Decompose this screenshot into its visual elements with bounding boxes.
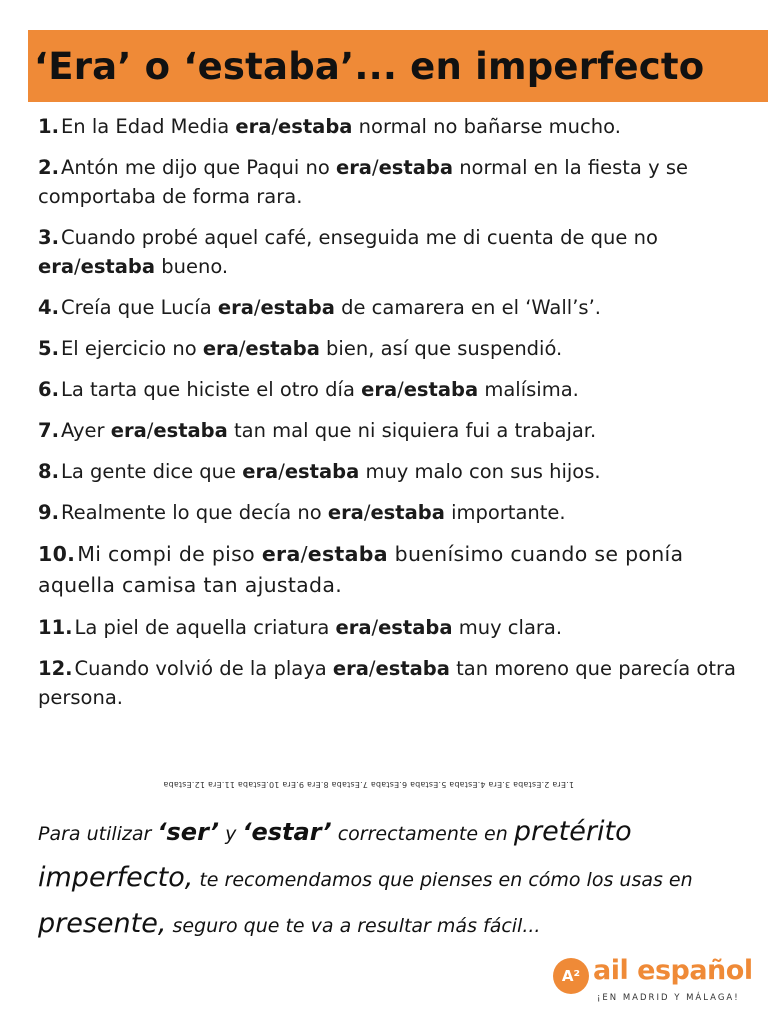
option-estaba: estaba [80,255,156,278]
option-separator: / [300,542,308,566]
answer-key: 1.Era 2.Estaba 3.Era 4.Estaba 5.Estaba 6.Estaba 7.Estaba 8.Era 9.Era 10.Estaba 11.Era 12.Estaba [163,780,574,789]
logo-name: ail español [593,955,753,986]
exercise-item [38,293,766,322]
item-text-before: La piel de aquella criatura [74,616,336,639]
item-text-after: normal no bañarse mucho. [352,115,621,138]
exercise-list [38,112,766,724]
item-text-before: La gente dice que [60,460,243,483]
option-era: era [327,501,364,524]
item-number: 11. [38,616,73,639]
item-number: 5. [38,337,59,360]
option-separator: / [278,460,285,483]
item-text-before: Cuando probé aquel café, enseguida me di cuenta de que no [60,226,658,249]
tip-note [38,810,738,948]
logo-tagline: ¡EN MADRID Y MÁLAGA! [597,993,740,1003]
item-number: 7. [38,419,59,442]
tip-tense: pretérito imperfecto, [38,816,632,893]
item-text-after: bueno. [155,255,229,278]
option-estaba: estaba [153,419,228,442]
exercise-item [38,223,766,281]
option-separator: / [368,657,376,680]
option-estaba: estaba [378,156,453,179]
tip-present: presente, [38,908,167,939]
option-estaba: estaba [260,296,335,319]
item-number: 1. [38,115,59,138]
item-text-before: Mi compi de piso [77,542,262,566]
option-separator: / [146,419,154,442]
tip-ser: ‘ser’ [157,818,220,846]
exercise-item [38,416,766,445]
exercise-item [38,654,766,712]
option-separator: / [363,501,371,524]
item-text-before: La tarta que hiciste el otro día [60,378,362,401]
option-era: era [335,156,372,179]
option-estaba: estaba [278,115,353,138]
exercise-item [38,153,766,211]
option-separator: / [371,156,379,179]
tip-estar: ‘estar’ [242,818,332,846]
option-era: era [235,115,272,138]
item-number: 12. [38,657,73,680]
option-era: era [242,460,279,483]
option-estaba: estaba [403,378,479,401]
exercise-item [38,613,766,642]
tip-text: seguro que te va a resultar más fácil... [166,915,541,937]
item-text-before: Antón me dijo que Paqui no [60,156,336,179]
option-era: era [332,657,369,680]
item-text-after: muy malo con sus hijos. [359,460,601,483]
option-separator: / [397,378,404,401]
item-text-before: Cuando volvió de la playa [74,657,333,680]
option-estaba: estaba [307,542,388,566]
brand-logo [553,955,753,1005]
option-estaba: estaba [375,657,450,680]
item-number: 6. [38,378,59,401]
option-separator: / [253,296,261,319]
item-number: 8. [38,460,59,483]
option-separator: / [238,337,246,360]
item-number: 10. [38,542,76,566]
item-text-before: Ayer [60,419,111,442]
tip-text: te recomendamos que pienses en cómo los usas en [193,869,693,891]
exercise-item [38,112,766,141]
tip-text: correctamente en [331,823,514,845]
item-text-after: buenísimo cuando se ponía aquella camisa tan ajustada. [38,542,684,597]
item-text-after: normal en la fiesta y se comportaba de forma rara. [38,156,688,208]
item-text-after: bien, así que suspendió. [319,337,563,360]
exercise-item [38,457,766,486]
option-estaba: estaba [245,337,320,360]
page-title: ‘Era’ o ‘estaba’... en imperfecto [34,44,705,88]
item-text-before: En la Edad Media [60,115,236,138]
item-text-after: malísima. [478,378,579,401]
item-text-before: Creía que Lucía [60,296,218,319]
tip-text: y [219,823,243,845]
exercise-item [38,375,766,404]
item-text-after: de camarera en el ‘Wall’s’. [334,296,601,319]
item-number: 9. [38,501,59,524]
option-era: era [202,337,239,360]
exercise-item [38,539,766,601]
option-separator: / [271,115,279,138]
option-era: era [335,616,372,639]
exercise-item [38,498,766,527]
item-number: 4. [38,296,59,319]
option-separator: / [74,255,81,278]
option-era: era [361,378,398,401]
item-text-after: muy clara. [452,616,563,639]
item-text-before: El ejercicio no [60,337,203,360]
item-number: 3. [38,226,59,249]
item-text-after: tan mal que ni siquiera fui a trabajar. [227,419,597,442]
logo-badge-icon: A² [553,958,589,994]
option-estaba: estaba [370,501,445,524]
item-text-after: tan moreno que parecía otra persona. [38,657,736,709]
item-number: 2. [38,156,59,179]
option-estaba: estaba [378,616,453,639]
option-era: era [38,255,75,278]
option-estaba: estaba [284,460,360,483]
item-text-after: importante. [444,501,566,524]
exercise-item [38,334,766,363]
item-text-before: Realmente lo que decía no [60,501,328,524]
tip-text: Para utilizar [38,823,158,845]
option-separator: / [371,616,379,639]
title-banner [28,30,768,102]
option-era: era [110,419,147,442]
option-era: era [261,542,301,566]
option-era: era [217,296,254,319]
